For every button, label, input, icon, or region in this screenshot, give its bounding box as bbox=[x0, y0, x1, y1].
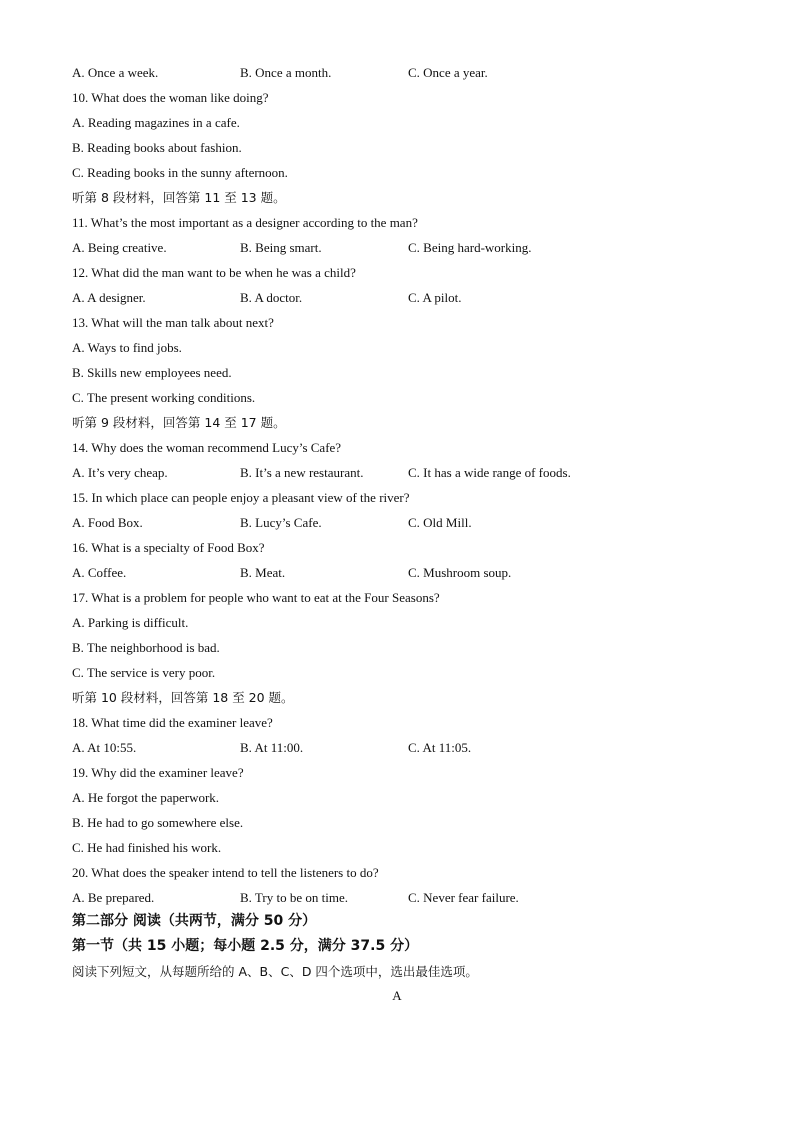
q19-question: 19. Why did the examiner leave? bbox=[72, 765, 244, 780]
q9-option-a: A. Once a week. bbox=[72, 65, 159, 80]
q11-option-c: C. Being hard-working. bbox=[408, 240, 532, 255]
q16-option-b: B. Meat. bbox=[240, 565, 286, 580]
q11-question: 11. What’s the most important as a designer according to the man? bbox=[72, 215, 418, 230]
reading-instructions: 阅读下列短文，从每题所给的 A、B、C、D 四个选项中，选出最佳选项。 bbox=[72, 964, 478, 979]
q12-question: 12. What did the man want to be when he was a child? bbox=[72, 265, 356, 280]
q11-option-b: B. Being smart. bbox=[240, 240, 322, 255]
q14-option-c: C. It has a wide range of foods. bbox=[408, 465, 571, 480]
q17-option-b: B. The neighborhood is bad. bbox=[72, 640, 220, 655]
q13-option-b: B. Skills new employees need. bbox=[72, 365, 232, 380]
passage-label: A bbox=[392, 988, 402, 1003]
q18-option-c: C. At 11:05. bbox=[408, 740, 472, 755]
q13-option-c: C. The present working conditions. bbox=[72, 390, 256, 405]
q11-option-a: A. Being creative. bbox=[72, 240, 167, 255]
part-2-heading: 第二部分 阅读（共两节，满分 50 分） bbox=[72, 913, 317, 929]
q15-option-c: C. Old Mill. bbox=[408, 515, 472, 530]
q15-option-a: A. Food Box. bbox=[72, 515, 143, 530]
q20-option-b: B. Try to be on time. bbox=[240, 890, 348, 905]
q17-option-a: A. Parking is difficult. bbox=[72, 615, 189, 630]
q12-option-c: C. A pilot. bbox=[408, 290, 462, 305]
q15-option-b: B. Lucy’s Cafe. bbox=[240, 515, 322, 530]
q18-question: 18. What time did the examiner leave? bbox=[72, 715, 273, 730]
q12-option-a: A. A designer. bbox=[72, 290, 146, 305]
q16-question: 16. What is a specialty of Food Box? bbox=[72, 540, 265, 555]
q12-option-b: B. A doctor. bbox=[240, 290, 303, 305]
q16-option-a: A. Coffee. bbox=[72, 565, 127, 580]
q9-option-c: C. Once a year. bbox=[408, 65, 488, 80]
q20-question: 20. What does the speaker intend to tell the listeners to do? bbox=[72, 865, 379, 880]
q14-option-a: A. It’s very cheap. bbox=[72, 465, 168, 480]
q18-option-a: A. At 10:55. bbox=[72, 740, 137, 755]
section-8-instruction: 听第 8 段材料，回答第 11 至 13 题。 bbox=[72, 190, 286, 205]
q19-option-a: A. He forgot the paperwork. bbox=[72, 790, 220, 805]
q13-option-a: A. Ways to find jobs. bbox=[72, 340, 182, 355]
section-1-heading: 第一节（共 15 小题；每小题 2.5 分，满分 37.5 分） bbox=[72, 938, 419, 954]
q10-option-c: C. Reading books in the sunny afternoon. bbox=[72, 165, 288, 180]
q19-option-b: B. He had to go somewhere else. bbox=[72, 815, 244, 830]
q10-question: 10. What does the woman like doing? bbox=[72, 90, 269, 105]
q17-question: 17. What is a problem for people who want to eat at the Four Seasons? bbox=[72, 590, 440, 605]
section-10-instruction: 听第 10 段材料，回答第 18 至 20 题。 bbox=[72, 690, 294, 705]
q20-option-a: A. Be prepared. bbox=[72, 890, 155, 905]
q10-option-a: A. Reading magazines in a cafe. bbox=[72, 115, 240, 130]
q18-option-b: B. At 11:00. bbox=[240, 740, 304, 755]
section-9-instruction: 听第 9 段材料，回答第 14 至 17 题。 bbox=[72, 415, 286, 430]
q16-option-c: C. Mushroom soup. bbox=[408, 565, 512, 580]
q14-option-b: B. It’s a new restaurant. bbox=[240, 465, 364, 480]
q13-question: 13. What will the man talk about next? bbox=[72, 315, 274, 330]
q19-option-c: C. He had finished his work. bbox=[72, 840, 222, 855]
q17-option-c: C. The service is very poor. bbox=[72, 665, 216, 680]
q15-question: 15. In which place can people enjoy a pleasant view of the river? bbox=[72, 490, 410, 505]
q14-question: 14. Why does the woman recommend Lucy’s Cafe? bbox=[72, 440, 342, 455]
q20-option-c: C. Never fear failure. bbox=[408, 890, 519, 905]
q9-option-b: B. Once a month. bbox=[240, 65, 332, 80]
q10-option-b: B. Reading books about fashion. bbox=[72, 140, 242, 155]
